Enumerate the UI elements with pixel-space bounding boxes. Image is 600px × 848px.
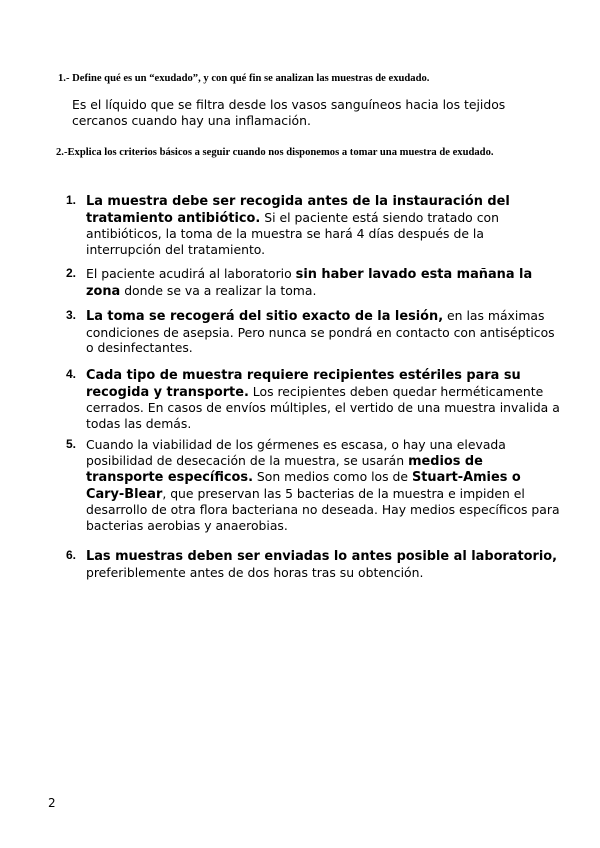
list-item <box>66 193 562 257</box>
list-item <box>66 437 562 533</box>
list-item-number: 6. <box>66 548 77 562</box>
list-item-bold-text: Cada tipo de muestra requiere recipientes estériles para su recogida y transporte. <box>86 368 521 400</box>
list-item-bold-text: medios de transporte específicos. <box>86 453 483 485</box>
question-2-heading: 2.-Explica los criterios básicos a seguir cuando nos disponemos a tomar una muestra de exudado. <box>56 147 494 158</box>
list-item-text: en las máximas condiciones de asepsia. Pero nunca se pondrá en contacto con antisépticos o desinfectantes. <box>86 308 555 355</box>
list-item-text: Si el paciente está siendo tratado con antibióticos, la toma de la muestra se hará 4 días después de la interrupción del tratamiento. <box>86 209 499 257</box>
list-item <box>66 548 562 580</box>
list-item-text: El paciente acudirá al laboratorio <box>86 266 296 281</box>
list-item-number: 3. <box>66 308 77 322</box>
list-item <box>66 367 562 431</box>
page-number: 2 <box>48 796 56 810</box>
list-item-number: 1. <box>66 193 77 207</box>
list-item-text: donde se va a realizar la toma. <box>120 282 317 298</box>
list-item-number: 2. <box>66 266 77 280</box>
list-item-bold-text: La muestra debe ser recogida antes de la instauración del tratamiento antibiótico. <box>86 194 510 226</box>
list-item-bold-text: La toma se recogerá del sitio exacto de la lesión, <box>86 309 444 324</box>
list-item-bold-text: sin haber lavado esta mañana la zona <box>86 267 533 299</box>
list-item-bold-text: Stuart-Amies o Cary-Blear <box>86 470 521 502</box>
list-item-text: Son medios como los de <box>252 469 412 484</box>
list-item-text: Cuando la viabilidad de los gérmenes es escasa, o hay una elevada posibilidad de desecación de la muestra, se usarán <box>86 437 506 468</box>
list-item-number: 5. <box>66 437 77 451</box>
list-item-bold-text: Las muestras deben ser enviadas lo antes posible al laboratorio, <box>86 549 558 564</box>
question-1-heading: 1.- Define qué es un “exudado”, y con qué fin se analizan las muestras de exudado. <box>58 73 430 84</box>
list-item <box>66 266 562 299</box>
list-item-number: 4. <box>66 367 77 381</box>
list-item <box>66 308 562 356</box>
list-item-text: preferiblemente antes de dos horas tras su obtención. <box>86 564 424 580</box>
answer-1-paragraph: Es el líquido que se filtra desde los vasos sanguíneos hacia los tejidos cercanos cuando hay una inflamación. <box>72 97 506 128</box>
list-item-text: Los recipientes deben quedar herméticamente cerrados. En casos de envíos múltiples, el vertido de una muestra invalida a todas las demás. <box>86 383 560 431</box>
list-item-text: , que preservan las 5 bacterias de la muestra e impiden el desarrollo de otra flora bacteriana no deseada. Hay medios específicos para bacterias aerobias y anaerobias. <box>86 485 560 533</box>
